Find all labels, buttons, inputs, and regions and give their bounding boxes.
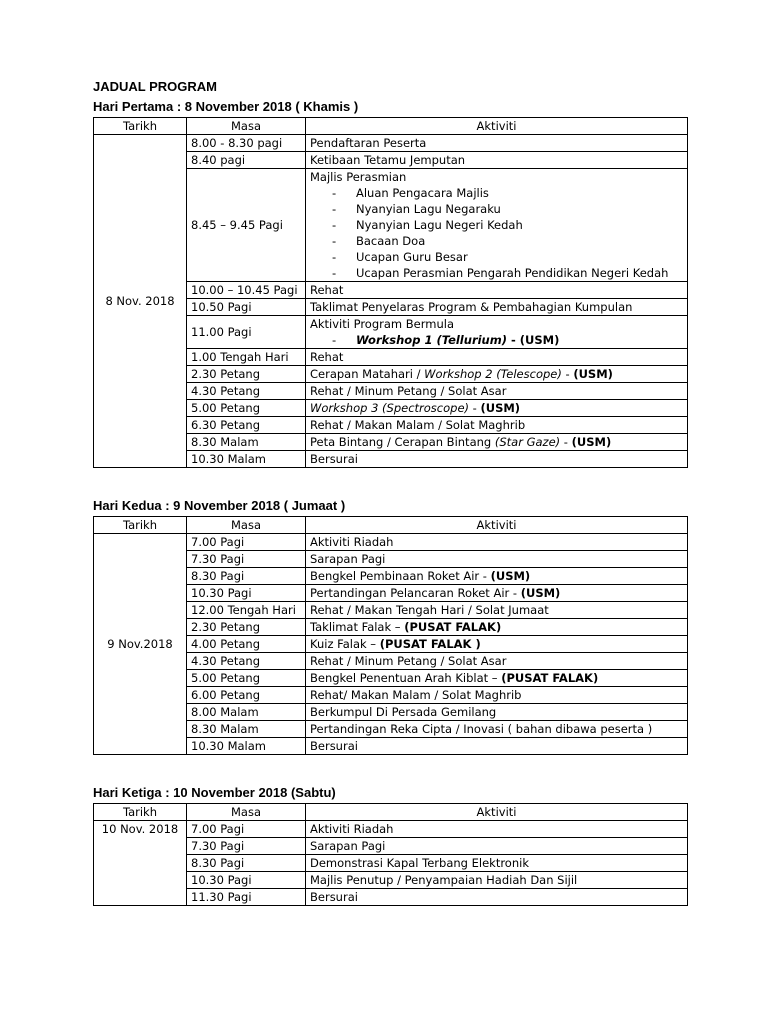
time-cell: 11.00 Pagi [187, 316, 306, 349]
activity-cell [306, 417, 688, 434]
time-cell: 8.45 – 9.45 Pagi [187, 169, 306, 282]
time-cell: 6.00 Petang [187, 687, 306, 704]
activity-text: Rehat/ Makan Malam / Solat Maghrib [310, 688, 522, 702]
activity-text: Bersurai [310, 739, 358, 753]
activity-text: (USM) [519, 333, 560, 347]
schedule-days [93, 97, 687, 906]
activity-text: Workshop 1 (Tellurium) [356, 333, 507, 347]
table-header-row [94, 118, 688, 135]
activity-subitem [310, 249, 683, 265]
activity-cell [306, 585, 688, 602]
header-tarikh: Tarikh [94, 517, 187, 534]
activity-text: Aktiviti Riadah [310, 822, 394, 836]
table-header-row [94, 804, 688, 821]
activity-cell [306, 568, 688, 585]
activity-text: (PUSAT FALAK) [501, 671, 599, 685]
time-cell: 5.00 Petang [187, 670, 306, 687]
bullet-dash: - [332, 250, 337, 264]
activity-text: Majlis Perasmian [310, 170, 407, 184]
activity-text: Rehat [310, 350, 344, 364]
time-cell: 10.50 Pagi [187, 299, 306, 316]
activity-subitem [310, 185, 683, 201]
day-heading: Hari Ketiga : 10 November 2018 (Sabtu) [93, 785, 336, 800]
header-aktiviti: Aktiviti [306, 804, 688, 821]
table-row [94, 821, 688, 838]
bullet-dash: - [332, 218, 337, 232]
time-cell: 7.30 Pagi [187, 551, 306, 568]
activity-text: Cerapan Matahari / [310, 367, 425, 381]
document [93, 76, 687, 906]
activity-text: Rehat / Minum Petang / Solat Asar [310, 654, 507, 668]
activity-cell [306, 383, 688, 400]
activity-cell [306, 135, 688, 152]
activity-cell [306, 855, 688, 872]
activity-cell [306, 349, 688, 366]
document-title: JADUAL PROGRAM [93, 79, 217, 94]
activity-subitem-text: Nyanyian Lagu Negeri Kedah [356, 218, 523, 232]
activity-text: Pertandingan Reka Cipta / Inovasi ( bahan dibawa peserta ) [310, 722, 653, 736]
schedule-table [93, 803, 688, 906]
section-spacer [93, 755, 687, 783]
time-cell: 10.30 Pagi [187, 585, 306, 602]
activity-text: Sarapan Pagi [310, 552, 386, 566]
activity-text: Pertandingan Pelancaran Roket Air - [310, 586, 521, 600]
header-masa: Masa [187, 118, 306, 135]
activity-text: - [506, 333, 520, 347]
activity-cell [306, 434, 688, 451]
date-cell: 8 Nov. 2018 [94, 135, 187, 468]
activity-subitem [310, 332, 683, 348]
activity-text: Taklimat Penyelaras Program & Pembahagian Kumpulan [310, 300, 633, 314]
activity-text: Rehat [310, 283, 344, 297]
activity-text: Bengkel Penentuan Arah Kiblat – [310, 671, 502, 685]
section-spacer [93, 468, 687, 496]
activity-text: (PUSAT FALAK ) [379, 637, 481, 651]
bullet-dash: - [332, 333, 337, 347]
activity-subitem [310, 233, 683, 249]
activity-cell [306, 687, 688, 704]
activity-cell [306, 738, 688, 755]
time-cell: 8.00 - 8.30 pagi [187, 135, 306, 152]
time-cell: 5.00 Petang [187, 400, 306, 417]
activity-cell [306, 299, 688, 316]
activity-cell [306, 704, 688, 721]
header-masa: Masa [187, 517, 306, 534]
activity-cell [306, 602, 688, 619]
activity-text: Demonstrasi Kapal Terbang Elektronik [310, 856, 529, 870]
time-cell: 12.00 Tengah Hari [187, 602, 306, 619]
activity-text: Majlis Penutup / Penyampaian Hadiah Dan Sijil [310, 873, 578, 887]
time-cell: 4.30 Petang [187, 383, 306, 400]
activity-cell [306, 838, 688, 855]
time-cell: 10.00 – 10.45 Pagi [187, 282, 306, 299]
time-cell: 8.00 Malam [187, 704, 306, 721]
activity-cell [306, 821, 688, 838]
activity-text: - [469, 401, 481, 415]
table-row [94, 135, 688, 152]
activity-text: Rehat / Makan Malam / Solat Maghrib [310, 418, 526, 432]
bullet-dash: - [332, 186, 337, 200]
activity-text: (USM) [573, 367, 613, 381]
activity-text: Rehat / Minum Petang / Solat Asar [310, 384, 507, 398]
activity-cell [306, 366, 688, 383]
activity-subitem [310, 201, 683, 217]
activity-cell [306, 619, 688, 636]
activity-text: (USM) [480, 401, 521, 415]
activity-subitem-text: Ucapan Perasmian Pengarah Pendidikan Negeri Kedah [356, 266, 669, 280]
table-row [94, 534, 688, 551]
table-header-row [94, 517, 688, 534]
activity-subitem [310, 217, 683, 233]
activity-subitem [310, 265, 683, 281]
time-cell: 1.00 Tengah Hari [187, 349, 306, 366]
schedule-table [93, 117, 688, 468]
activity-text: (USM) [490, 569, 531, 583]
activity-cell [306, 551, 688, 568]
time-cell: 2.30 Petang [187, 619, 306, 636]
activity-subitem-text: Aluan Pengacara Majlis [356, 186, 489, 200]
time-cell: 8.40 pagi [187, 152, 306, 169]
day-heading: Hari Kedua : 9 November 2018 ( Jumaat ) [93, 498, 346, 513]
activity-text: Rehat / Makan Tengah Hari / Solat Jumaat [310, 603, 549, 617]
time-cell: 7.00 Pagi [187, 821, 306, 838]
time-cell: 6.30 Petang [187, 417, 306, 434]
time-cell: 2.30 Petang [187, 366, 306, 383]
time-cell: 10.30 Malam [187, 738, 306, 755]
activity-text: Pendaftaran Peserta [310, 136, 427, 150]
header-aktiviti: Aktiviti [306, 118, 688, 135]
header-aktiviti: Aktiviti [306, 517, 688, 534]
time-cell: 10.30 Malam [187, 451, 306, 468]
header-masa: Masa [187, 804, 306, 821]
time-cell: 8.30 Pagi [187, 568, 306, 585]
header-tarikh: Tarikh [94, 118, 187, 135]
activity-text: Sarapan Pagi [310, 839, 386, 853]
date-cell: 9 Nov.2018 [94, 534, 187, 755]
time-cell: 8.30 Malam [187, 434, 306, 451]
activity-cell [306, 653, 688, 670]
activity-cell [306, 316, 688, 349]
time-cell: 4.00 Petang [187, 636, 306, 653]
time-cell: 10.30 Pagi [187, 872, 306, 889]
schedule-table [93, 516, 688, 755]
activity-text: Aktiviti Riadah [310, 535, 394, 549]
time-cell: 8.30 Pagi [187, 855, 306, 872]
activity-cell [306, 534, 688, 551]
activity-subitem-text: Bacaan Doa [356, 234, 426, 248]
time-cell: 4.30 Petang [187, 653, 306, 670]
activity-main [310, 169, 683, 185]
activity-text: (PUSAT FALAK) [404, 620, 502, 634]
activity-text: Workshop 3 (Spectroscope) [310, 401, 470, 415]
activity-text: Workshop 2 (Telescope) [424, 367, 562, 381]
activity-text: - [560, 435, 572, 449]
activity-cell [306, 636, 688, 653]
activity-text: Kuiz Falak – [310, 637, 380, 651]
bullet-dash: - [332, 202, 337, 216]
time-cell: 11.30 Pagi [187, 889, 306, 906]
activity-text: Bersurai [310, 452, 358, 466]
activity-cell [306, 152, 688, 169]
activity-cell [306, 721, 688, 738]
activity-cell [306, 670, 688, 687]
activity-text: Berkumpul Di Persada Gemilang [310, 705, 497, 719]
activity-text: (USM) [520, 586, 561, 600]
activity-cell [306, 451, 688, 468]
activity-text: Taklimat Falak – [310, 620, 405, 634]
activity-cell [306, 169, 688, 282]
bullet-dash: - [332, 234, 337, 248]
activity-cell [306, 889, 688, 906]
header-tarikh: Tarikh [94, 804, 187, 821]
activity-main [310, 316, 683, 332]
activity-text: Bersurai [310, 890, 358, 904]
activity-subitem-text: Ucapan Guru Besar [356, 250, 468, 264]
activity-text: Peta Bintang / Cerapan Bintang [310, 435, 495, 449]
activity-cell [306, 282, 688, 299]
time-cell: 7.00 Pagi [187, 534, 306, 551]
time-cell: 7.30 Pagi [187, 838, 306, 855]
date-cell: 10 Nov. 2018 [94, 821, 187, 906]
activity-text: Bengkel Pembinaan Roket Air - [310, 569, 491, 583]
activity-cell [306, 872, 688, 889]
activity-text: (Star Gaze) [494, 435, 561, 449]
activity-text: Aktiviti Program Bermula [310, 317, 454, 331]
time-cell: 8.30 Malam [187, 721, 306, 738]
day-heading: Hari Pertama : 8 November 2018 ( Khamis ) [93, 99, 359, 114]
activity-text: (USM) [571, 435, 612, 449]
activity-text: - [561, 367, 574, 381]
activity-subitem-text: Nyanyian Lagu Negaraku [356, 202, 501, 216]
bullet-dash: - [332, 266, 337, 280]
activity-text: Ketibaan Tetamu Jemputan [310, 153, 466, 167]
activity-cell [306, 400, 688, 417]
